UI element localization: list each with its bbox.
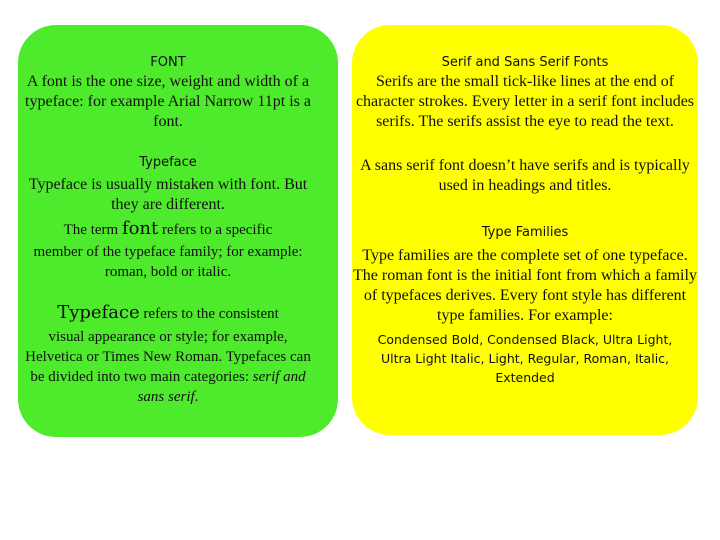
term-prefix: The term — [63, 222, 122, 238]
typeface-heading: Typeface — [139, 155, 197, 170]
right-column — [352, 0, 698, 387]
serif-definition: Serifs are the small tick-like lines at the end of character strokes. Every letter in a serif font includes serifs. The serifs assist the eye to read the text. — [355, 73, 695, 130]
typeface-intro: Typeface is usually mistaken with font. But they are different. — [28, 176, 308, 213]
typeface-word: Typeface — [57, 302, 140, 323]
type-families-examples: Condensed Bold, Condensed Black, Ultra Light, Ultra Light Italic, Light, Regular, Roman, Italic, Extended — [377, 332, 673, 385]
term-suffix: refers to a specific — [158, 222, 273, 238]
typeface-description-text: visual appearance or style; for example, Helvetica or Times New Roman. Typefaces can be divided into two main — [25, 329, 311, 385]
categories-end: . — [194, 389, 199, 405]
term-font-line — [18, 217, 318, 242]
left-column — [18, 0, 318, 407]
sans-serif-definition: A sans serif font doesn’t have serifs and is typically used in headings and titles. — [360, 157, 690, 194]
typeface-description — [18, 327, 318, 407]
term-typeface-line — [18, 300, 318, 327]
typeface-suffix: refers to the consistent — [139, 306, 279, 322]
type-families-definition: Type families are the complete set of one typeface. The roman font is the initial font from which a family of typefaces derives. Every font style has different type families. For example: — [353, 247, 697, 324]
type-families-heading: Type Families — [481, 225, 569, 240]
font-heading: FONT — [150, 55, 186, 70]
term-word: font — [121, 218, 159, 239]
categories-value: serif and sans serif — [137, 369, 306, 405]
categories-label: categories: — [184, 369, 253, 385]
serif-heading: Serif and Sans Serif Fonts — [441, 55, 609, 70]
term-font-description: member of the typeface family; for example: roman, bold or italic. — [33, 244, 303, 280]
font-definition: A font is the one size, weight and width of a typeface: for example Arial Narrow 11pt is a font. — [25, 73, 311, 130]
